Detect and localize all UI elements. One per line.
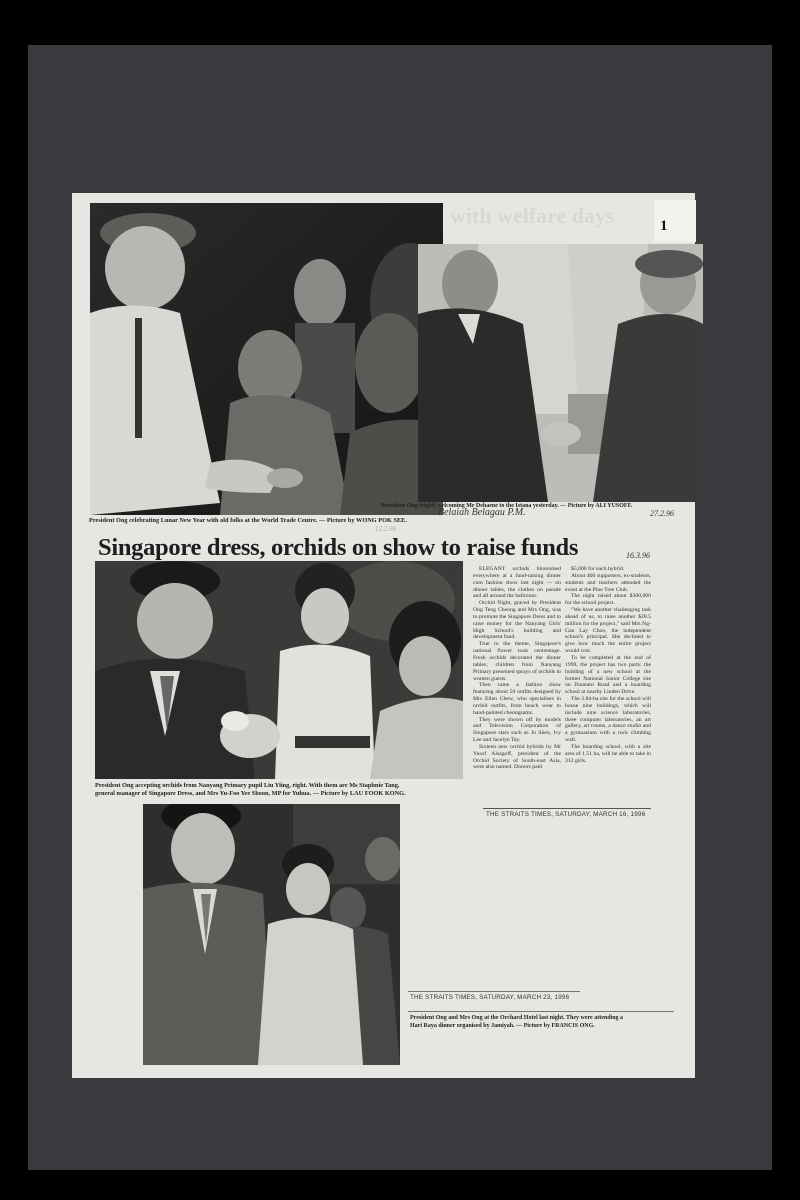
article-headline: Singapore dress, orchids on show to raise funds — [98, 534, 579, 561]
photo-lunar-new-year — [90, 203, 443, 515]
page-number: 1 — [660, 218, 668, 234]
photo-hari-raya-dinner — [143, 804, 400, 1065]
article-column-1 — [473, 566, 561, 801]
bleed-through-text — [410, 830, 660, 990]
handwritten-date-headline: 16.3.96 — [626, 551, 650, 560]
article-paragraph: To be completed at the end of 1999, the project has two parts: the building of a new school at the former National Junior College site on Dunearn Road and a boarding school at nearby Linden Drive. — [565, 654, 651, 696]
bleed-through-headline: with welfare days — [450, 203, 615, 228]
dateline-march-16: THE STRAITS TIMES, SATURDAY, MARCH 16, 1996 — [486, 811, 646, 818]
caption-photo-orchids-line1: President Ong accepting orchids from Nanyang Primary pupil Liu Yiing, right. With them are Ms Staphnie Tang, — [95, 782, 400, 789]
article-paragraph: The night raised about $300,000 for the school project. — [565, 593, 651, 607]
caption-photo-orchids-line2: general manager of Singapore Dress, and Mrs Yu-Foo Yee Shoon, MP for Yuhua. — Picture by LAU FOOK KONG. — [95, 790, 406, 797]
article-column-2 — [565, 566, 651, 801]
article-paragraph: ELEGANT orchids blossomed everywhere at a fund-raising dinner cum fashion show last night — on dinner tables, the clothes on parade and all around the ballroom. — [473, 566, 561, 600]
article-paragraph: About 400 supporters, ex-students, students and teachers attended the event at the Pine Tree Club. — [565, 572, 651, 593]
dateline-rule-top — [483, 808, 651, 809]
article-paragraph: "We have another challenging task ahead of us, to raise another $28.5 million for the project," said Mrs Ng-Gan Lay Choo, the independent school's principal. She declined to give how much the entire project would cost. — [565, 607, 651, 655]
article-paragraph: Then came a fashion show featuring about 50 outfits designed by Mrs Ellen Chew, who specialises in orchid outfits, from beach wear to hand-painted cheongsams. — [473, 682, 561, 716]
caption-photo-hari-raya-line2: Hari Raya dinner organised by Jamiyah. — Picture by FRANCIS ONG. — [410, 1023, 595, 1029]
article-paragraph: The 3.84-ha site for the school will house nine buildings, which will include nine science laboratories, three computer laboratories, an art gallery, art rooms, a dance studio and a gymnasium with a rock climbing wall. — [565, 696, 651, 744]
dateline-march-23: THE STRAITS TIMES, SATURDAY, MARCH 23, 1996 — [410, 994, 570, 1001]
article-paragraph: The boarding school, with a site area of 1.51 ha, will be able to take in 312 girls. — [565, 743, 651, 764]
article-paragraph: Orchid Night, graced by President Ong Teng Cheong and Mrs Ong, was to promote the Singapore Dress and to raise money for the Nanyang Girls' High School's building and development fund. — [473, 600, 561, 641]
caption-photo-istana: President Ong (right) welcoming Mr Dehaene to the Istana yesterday. — Picture by ALI YUSOFF. — [381, 503, 633, 509]
photo-accepting-orchids — [95, 561, 463, 779]
article-paragraph: True to the theme, Singapore's national flower took centrestage. Fresh orchids decorated the dinner tables; children from Nanyang Primary presented sprays of orchids to women guests. — [473, 641, 561, 682]
article-paragraph: $5,000 for each hybrid. — [571, 566, 625, 572]
handwritten-note: Belaiah Belagau P.M. — [438, 507, 526, 518]
caption-photo-hari-raya-line1: President Ong and Mrs Ong at the Orchard Hotel last night. They were attending a — [410, 1015, 624, 1021]
caption-rule — [408, 1011, 674, 1012]
dateline-rule-bottom — [408, 991, 580, 992]
handwritten-date-top: 27.2.96 — [650, 509, 674, 518]
handwritten-mark: 12.2.96 — [375, 525, 396, 533]
photo-istana-handshake — [418, 244, 703, 502]
article-paragraph: They were shown off by models and Television Corporation of Singapore stars such as Jo Shen, Ivy Lee and Jacelyn Tay. — [473, 716, 561, 744]
article-paragraph: Sixteen new orchid hybrids by Mr Yusof Alsagoff, president of the Orchid Society of South-east Asia, were also named. Donors paid — [473, 743, 561, 771]
caption-photo-lunar-new-year: President Ong celebrating Lunar New Year with old folks at the World Trade Centre. — Picture by WONG POK SEE. — [89, 517, 407, 524]
